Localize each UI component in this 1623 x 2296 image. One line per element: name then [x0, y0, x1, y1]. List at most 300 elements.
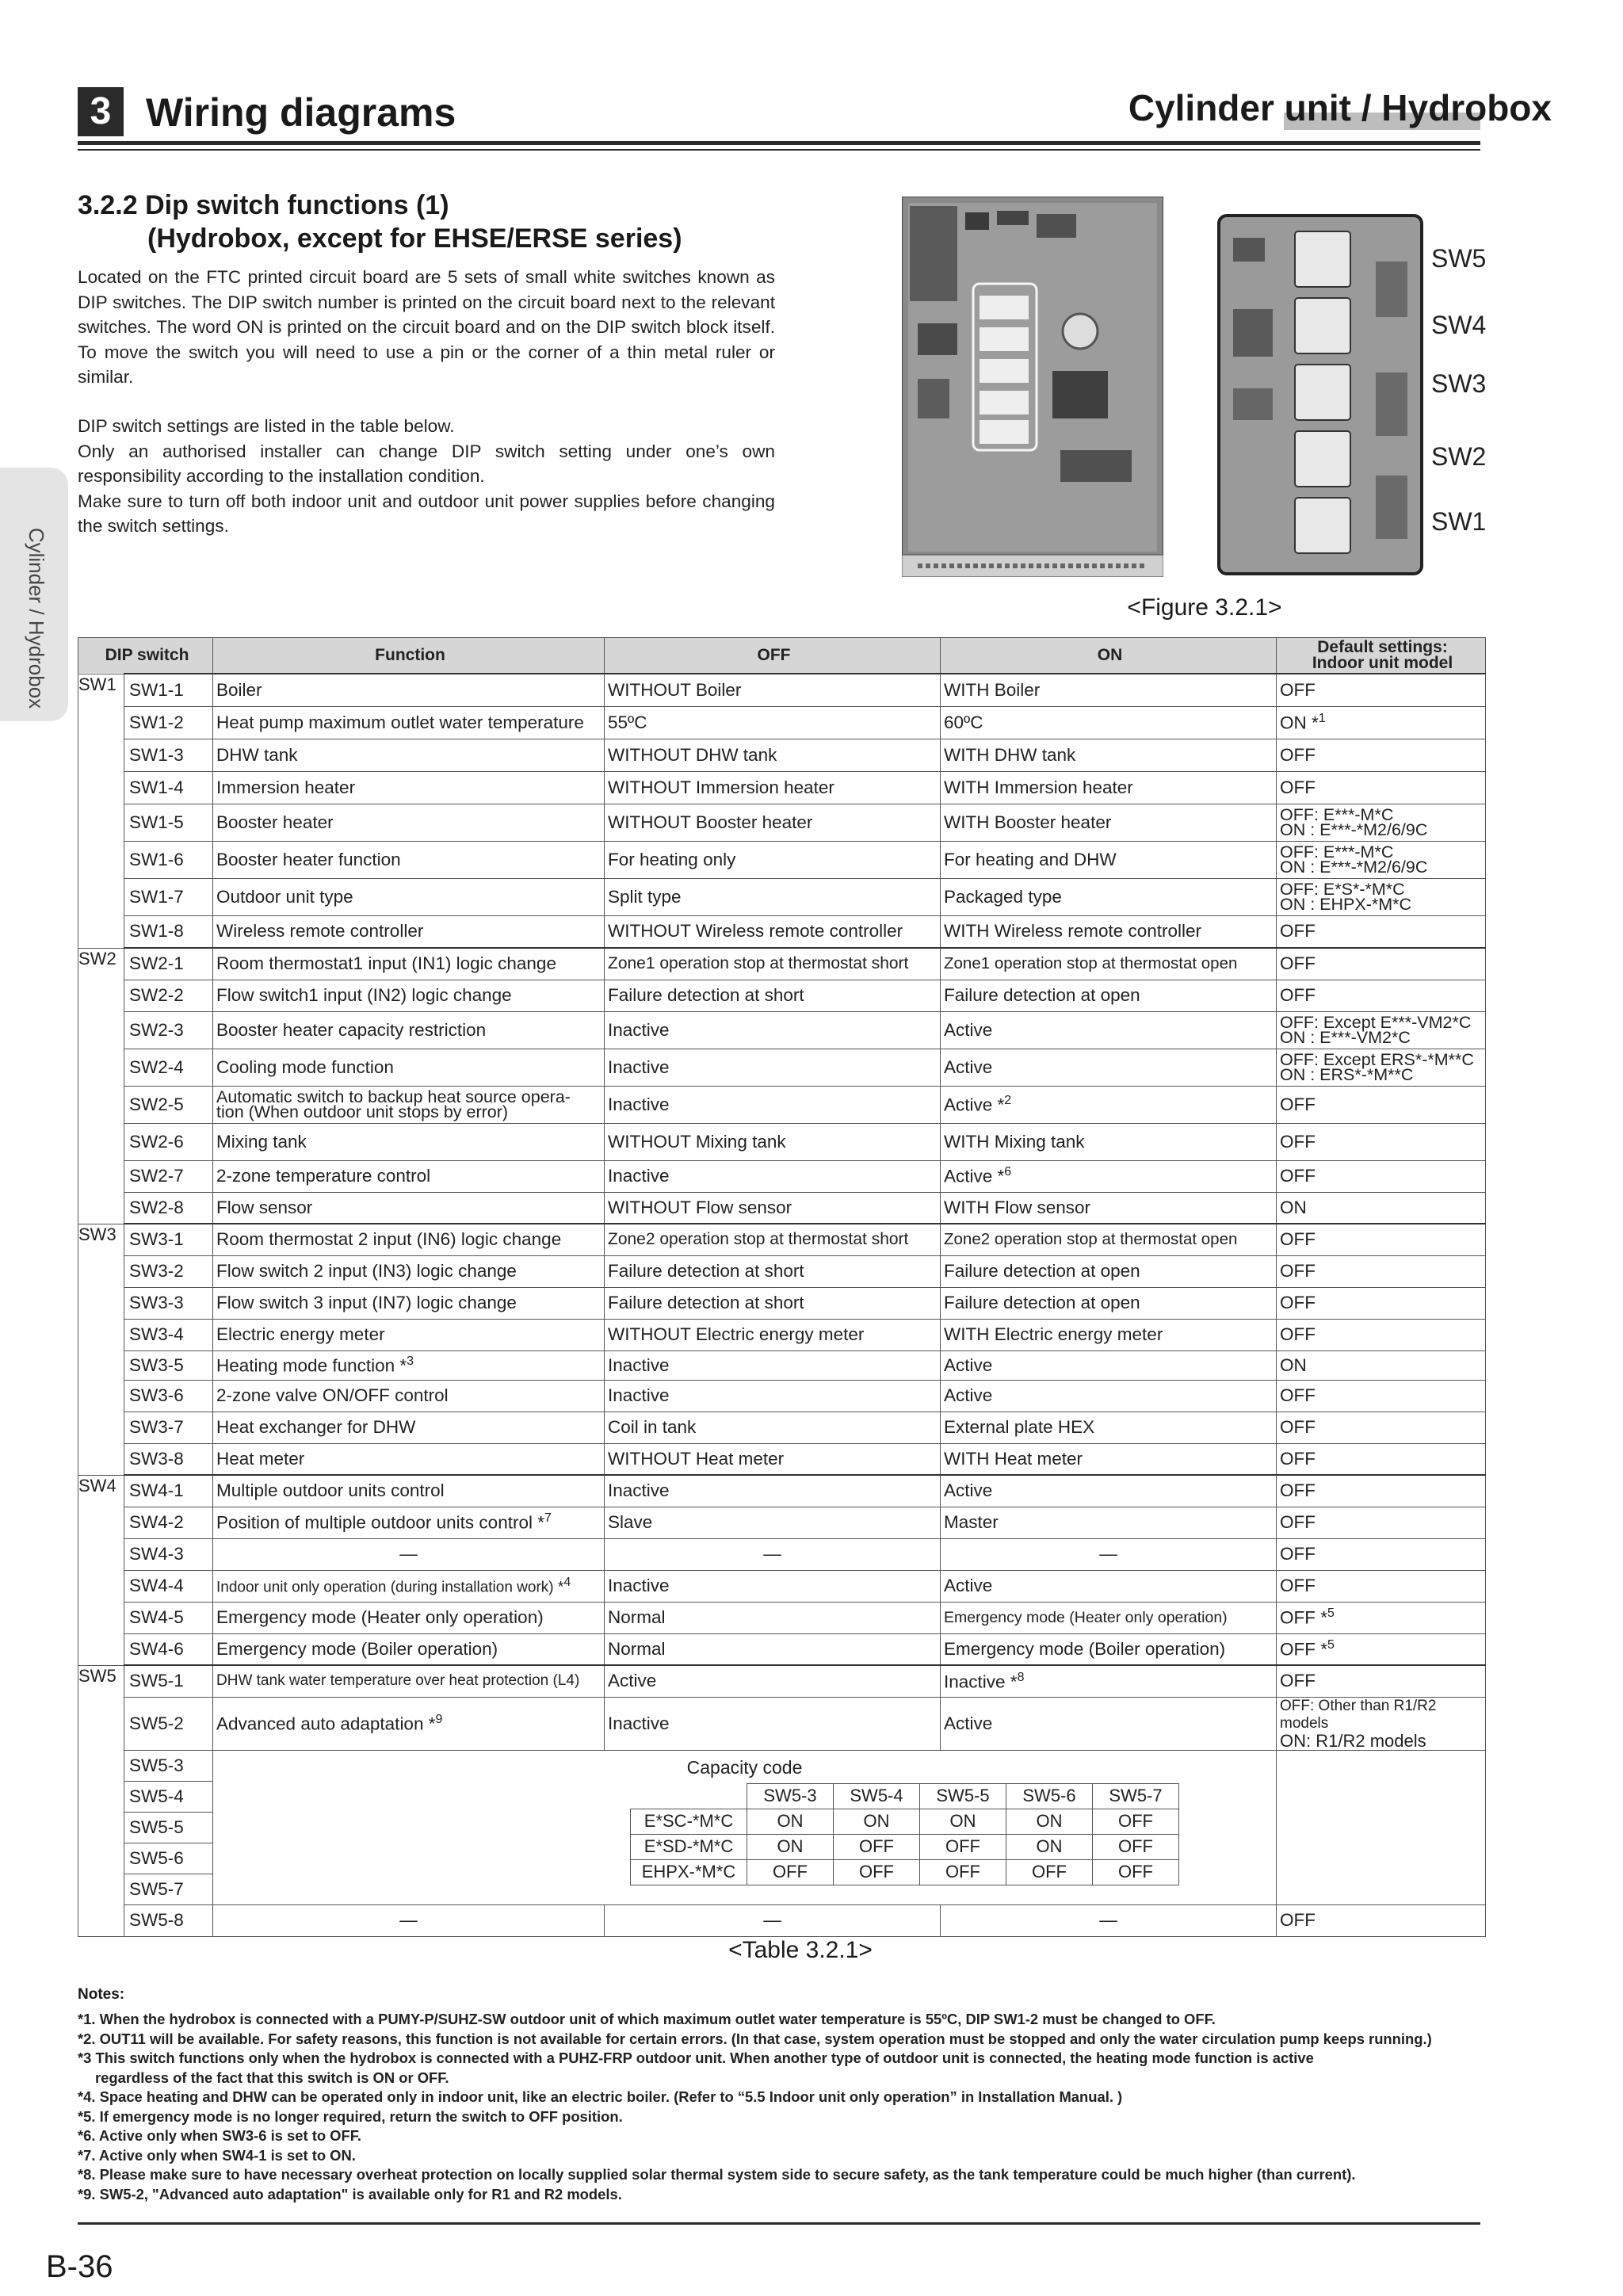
on-cell	[941, 878, 1277, 915]
function-text: —	[399, 1544, 418, 1564]
default-cell	[1277, 878, 1486, 915]
on-text: Failure detection at open	[944, 1293, 1140, 1312]
off-cell: Inactive	[605, 1011, 941, 1049]
default-text: OFF	[1280, 985, 1316, 1005]
default-line1: OFF: E***-M*C	[1280, 804, 1394, 824]
default-cell	[1277, 1697, 1486, 1750]
on-text: Failure detection at open	[944, 1261, 1140, 1281]
on-cell	[941, 1049, 1277, 1086]
function-cell	[213, 771, 605, 804]
default-line1: OFF: E*S*-*M*C	[1280, 879, 1405, 899]
switch-id: SW1-2	[124, 706, 213, 739]
default-text: ON *	[1280, 712, 1319, 733]
off-cell: Normal	[605, 1602, 941, 1633]
off-cell: Coil in tank	[605, 1412, 941, 1443]
switch-id: SW1-4	[124, 771, 213, 804]
function-cell	[213, 1160, 605, 1192]
default-cell: OFF	[1277, 1904, 1486, 1936]
switch-group-cell	[78, 1602, 124, 1633]
off-cell: Split type	[605, 878, 941, 915]
switch-group-cell	[78, 1781, 124, 1812]
function-cell	[213, 1049, 605, 1086]
default-line1: OFF: E***-M*C	[1280, 842, 1394, 861]
switch-id: SW3-5	[124, 1350, 213, 1380]
table-row	[78, 1224, 1486, 1255]
default-cell	[1277, 739, 1486, 771]
capacity-value: OFF	[920, 1859, 1006, 1885]
table-row	[78, 948, 1486, 980]
switch-id: SW5-5	[124, 1812, 213, 1843]
table-row	[78, 674, 1486, 706]
default-text: OFF	[1280, 1094, 1316, 1114]
switch-group-cell	[78, 1380, 124, 1412]
table-row	[78, 1697, 1486, 1750]
table-row	[78, 1160, 1486, 1192]
default-cell	[1277, 1160, 1486, 1192]
switch-group-cell	[78, 1350, 124, 1380]
off-cell: Failure detection at short	[605, 1287, 941, 1319]
on-text: Active *	[944, 1095, 1005, 1115]
on-footnote: 2	[1004, 1093, 1012, 1107]
capacity-value: ON	[920, 1809, 1006, 1834]
on-text: Active	[944, 1713, 993, 1733]
default-cell	[1277, 1538, 1486, 1570]
switch-id: SW5-4	[124, 1781, 213, 1812]
default-cell	[1277, 1255, 1486, 1287]
off-cell: WITHOUT Booster heater	[605, 804, 941, 841]
capacity-row	[631, 1859, 1179, 1885]
on-cell	[941, 1665, 1277, 1697]
table-row	[78, 1602, 1486, 1633]
function-cell	[213, 1192, 605, 1224]
on-text: WITH DHW tank	[944, 744, 1076, 765]
switch-group-cell: SW5	[78, 1665, 124, 1697]
off-cell: Inactive	[605, 1697, 941, 1750]
switch-id: SW1-5	[124, 804, 213, 841]
table-row	[78, 980, 1486, 1011]
switch-group-cell	[78, 1412, 124, 1443]
function-text: DHW tank water temperature over heat protection (L4)	[216, 1672, 580, 1690]
off-cell: Inactive	[605, 1380, 941, 1412]
function-cell	[213, 1350, 605, 1380]
switch-id: SW1-1	[124, 674, 213, 706]
switch-id: SW3-2	[124, 1255, 213, 1287]
function-cell	[213, 1443, 605, 1475]
on-cell	[941, 948, 1277, 980]
on-text: Zone2 operation stop at thermostat open	[944, 1230, 1238, 1249]
switch-id: SW2-7	[124, 1160, 213, 1192]
label-sw4: SW4	[1431, 311, 1487, 339]
on-text: WITH Electric energy meter	[944, 1324, 1163, 1344]
default-cell	[1277, 804, 1486, 841]
switch-group-cell	[78, 1287, 124, 1319]
off-cell: 55ºC	[605, 706, 941, 739]
off-cell: WITHOUT DHW tank	[605, 739, 941, 771]
switch-group-cell	[78, 1843, 124, 1874]
on-footnote: 8	[1017, 1670, 1025, 1684]
switch-group-cell	[78, 1049, 124, 1086]
function-cell	[213, 915, 605, 948]
switch-group-cell: SW2	[78, 948, 124, 980]
off-cell: Zone1 operation stop at thermostat short	[605, 948, 941, 980]
switch-group-cell	[78, 771, 124, 804]
function-cell	[213, 1123, 605, 1160]
table-row	[78, 1049, 1486, 1086]
intro-line: Only an authorised installer can change DIP switch setting under one’s own responsibility according to the installation condition.	[78, 441, 775, 486]
section-title: Cylinder unit / Hydrobox	[1128, 87, 1552, 128]
default-cell	[1277, 1443, 1486, 1475]
chapter-number: 3	[78, 87, 124, 136]
switch-id: SW2-8	[124, 1192, 213, 1224]
notes-heading: Notes:	[78, 1986, 125, 2003]
function-cell	[213, 706, 605, 739]
col-default	[1277, 638, 1486, 674]
dip-switch-table	[78, 637, 1486, 1937]
on-cell	[941, 739, 1277, 771]
off-cell: Slave	[605, 1507, 941, 1538]
note-item: *9. SW5-2, "Advanced auto adaptation" is available only for R1 and R2 models.	[78, 2185, 622, 2202]
on-cell	[941, 1319, 1277, 1350]
default-line2: ON : E***-*M2/6/9C	[1280, 857, 1428, 877]
default-text: OFF	[1280, 1576, 1316, 1595]
switch-id: SW4-6	[124, 1633, 213, 1665]
default-cell	[1277, 1192, 1486, 1224]
off-cell: Zone2 operation stop at thermostat short	[605, 1224, 941, 1255]
default-cell	[1277, 1380, 1486, 1412]
table-row	[78, 1904, 1486, 1936]
default-cell	[1277, 915, 1486, 948]
off-cell: Normal	[605, 1633, 941, 1665]
on-cell	[941, 1160, 1277, 1192]
function-cell	[213, 674, 605, 706]
function-text: Booster heater capacity restriction	[216, 1019, 487, 1040]
capacity-code-table	[630, 1783, 1179, 1885]
default-text: OFF	[1280, 1671, 1316, 1691]
default-text: OFF	[1280, 1385, 1316, 1405]
off-cell: Failure detection at short	[605, 980, 941, 1011]
switch-id: SW2-3	[124, 1011, 213, 1049]
switch-group-cell	[78, 1904, 124, 1936]
table-row	[78, 1750, 1486, 1781]
default-cell	[1277, 674, 1486, 706]
switch-id: SW3-4	[124, 1319, 213, 1350]
function-text: 2-zone valve ON/OFF control	[216, 1385, 449, 1405]
switch-group-cell	[78, 878, 124, 915]
on-text: Active	[944, 1354, 993, 1375]
on-cell	[941, 841, 1277, 878]
switch-id: SW4-1	[124, 1475, 213, 1507]
default-text: OFF	[1280, 1512, 1316, 1532]
default-text: OFF	[1280, 1293, 1316, 1312]
note-item: *7. Active only when SW4-1 is set to ON.	[78, 2146, 356, 2164]
function-cell	[213, 1570, 605, 1602]
function-cell	[213, 1287, 605, 1319]
function-text: Flow switch1 input (IN2) logic change	[216, 985, 512, 1005]
on-text: Active	[944, 1056, 993, 1077]
page-number: B-36	[46, 2249, 113, 2284]
default-text: OFF	[1280, 1229, 1316, 1250]
function-text: Heat meter	[216, 1448, 305, 1469]
function-footnote: 4	[563, 1575, 571, 1589]
default-text: ON	[1280, 1354, 1307, 1375]
off-cell: Inactive	[605, 1049, 941, 1086]
on-text: Emergency mode (Boiler operation)	[944, 1638, 1226, 1659]
table-row	[78, 1633, 1486, 1665]
function-text: Electric energy meter	[216, 1324, 385, 1344]
default-text: ON	[1280, 1197, 1307, 1217]
switch-group-cell	[78, 706, 124, 739]
function-cell	[213, 1255, 605, 1287]
switch-id: SW3-8	[124, 1443, 213, 1475]
function-cell	[213, 1665, 605, 1697]
note-item: regardless of the fact that this switch is ON or OFF.	[95, 2069, 449, 2086]
on-cell	[941, 1538, 1277, 1570]
default-cell	[1277, 1602, 1486, 1633]
note-item: *2. OUT11 will be available. For safety reasons, this function is not available for certain errors. (In that case, system operation must be stopped and only the water circulation pump keeps running.)	[78, 2030, 1432, 2047]
circuit-board-photo	[902, 197, 1163, 577]
on-text: Packaged type	[944, 886, 1062, 907]
on-text: For heating and DHW	[944, 849, 1117, 869]
off-cell: WITHOUT Heat meter	[605, 1443, 941, 1475]
default-line2: ON: R1/R2 models	[1280, 1730, 1426, 1750]
on-cell	[941, 1697, 1277, 1750]
switch-id: SW2-2	[124, 980, 213, 1011]
on-text: WITH Mixing tank	[944, 1131, 1085, 1152]
on-cell	[941, 1412, 1277, 1443]
table-row	[78, 1287, 1486, 1319]
function-cell	[213, 1633, 605, 1665]
table-row	[78, 706, 1486, 739]
on-cell	[941, 1475, 1277, 1507]
on-cell	[941, 1443, 1277, 1475]
intro-line: Make sure to turn off both indoor unit and outdoor unit power supplies before changing the switch settings.	[78, 491, 775, 536]
switch-group-cell	[78, 1255, 124, 1287]
default-line1: OFF: Except E***-VM2*C	[1280, 1012, 1472, 1032]
default-cell	[1277, 1287, 1486, 1319]
default-text: OFF	[1280, 744, 1316, 765]
label-sw2: SW2	[1431, 442, 1487, 471]
col-on: ON	[941, 638, 1277, 674]
function-text: Flow switch 2 input (IN3) logic change	[216, 1261, 517, 1281]
on-text: WITH Flow sensor	[944, 1197, 1091, 1217]
function-text: Flow sensor	[216, 1197, 313, 1217]
off-cell: WITHOUT Mixing tank	[605, 1123, 941, 1160]
switch-group-cell: SW3	[78, 1224, 124, 1255]
function-text: Outdoor unit type	[216, 886, 353, 907]
capacity-blank-cell	[631, 1783, 747, 1809]
table-row	[78, 1380, 1486, 1412]
on-text: Inactive *	[944, 1671, 1018, 1691]
table-row	[78, 1123, 1486, 1160]
switch-id: SW3-7	[124, 1412, 213, 1443]
switch-id: SW5-3	[124, 1750, 213, 1781]
default-cell	[1277, 1665, 1486, 1697]
default-text: OFF	[1280, 777, 1316, 797]
off-cell: Inactive	[605, 1086, 941, 1123]
default-cell	[1277, 1224, 1486, 1255]
on-text: Active	[944, 1019, 993, 1040]
on-cell	[941, 1224, 1277, 1255]
function-cell	[213, 980, 605, 1011]
on-text: Failure detection at open	[944, 985, 1140, 1005]
switch-group-cell: SW4	[78, 1475, 124, 1507]
capacity-value: ON	[747, 1834, 834, 1859]
off-cell: WITHOUT Immersion heater	[605, 771, 941, 804]
capacity-row	[631, 1834, 1179, 1859]
capacity-value: OFF	[1093, 1859, 1179, 1885]
on-cell	[941, 1602, 1277, 1633]
on-text: Emergency mode (Heater only operation)	[944, 1608, 1228, 1626]
switch-group-cell	[78, 1538, 124, 1570]
function-footnote: 3	[407, 1354, 414, 1368]
default-cell	[1277, 1086, 1486, 1123]
function-cell	[213, 1412, 605, 1443]
capacity-value: OFF	[1006, 1859, 1093, 1885]
default-line2: ON : E***-*M2/6/9C	[1280, 819, 1428, 839]
on-cell: —	[941, 1904, 1277, 1936]
switch-group-cell	[78, 980, 124, 1011]
switch-id: SW4-2	[124, 1507, 213, 1538]
switch-id: SW4-4	[124, 1570, 213, 1602]
capacity-column-header: SW5-7	[1093, 1783, 1179, 1809]
default-text: OFF	[1280, 1261, 1316, 1281]
capacity-header-row	[631, 1783, 1179, 1809]
capacity-value: OFF	[1093, 1834, 1179, 1859]
on-text: Active	[944, 1385, 993, 1405]
table-row	[78, 1665, 1486, 1697]
on-text: External plate HEX	[944, 1417, 1095, 1437]
function-text: 2-zone temperature control	[216, 1166, 431, 1186]
switch-id: SW5-8	[124, 1904, 213, 1936]
capacity-column-header: SW5-3	[747, 1783, 834, 1809]
label-sw5: SW5	[1431, 244, 1487, 273]
default-text: OFF	[1280, 679, 1316, 700]
switch-group-cell	[78, 1697, 124, 1750]
function-text: Advanced auto adaptation *	[216, 1713, 436, 1734]
function-text: Indoor unit only operation (during installation work) *	[216, 1579, 564, 1596]
intro-notes	[78, 414, 775, 539]
function-cell	[213, 1011, 605, 1049]
default-text: OFF	[1280, 921, 1316, 942]
switch-group-cell	[78, 841, 124, 878]
col-dip: DIP switch	[78, 638, 213, 674]
col-default-line1: Default settings:	[1317, 638, 1448, 656]
capacity-row	[631, 1809, 1179, 1834]
switch-group-cell	[78, 1874, 124, 1904]
chapter-title: Wiring diagrams	[146, 90, 456, 135]
function-text: Multiple outdoor units control	[216, 1480, 445, 1501]
dip-switch-zoom-photo	[1217, 214, 1423, 575]
subsection-subtitle: (Hydrobox, except for EHSE/ERSE series)	[147, 223, 682, 254]
default-cell	[1277, 1049, 1486, 1086]
on-cell	[941, 1287, 1277, 1319]
switch-id: SW3-6	[124, 1380, 213, 1412]
function-text: Cooling mode function	[216, 1056, 394, 1077]
function-text: Heat exchanger for DHW	[216, 1417, 416, 1437]
on-text: WITH Immersion heater	[944, 777, 1133, 797]
note-item: *1. When the hydrobox is connected with a PUMY-P/SUHZ-SW outdoor unit of which maximum outlet water temperature is 55ºC, DIP SW1-2 must be changed to OFF.	[78, 2011, 1216, 2027]
default-cell	[1277, 1507, 1486, 1538]
table-row	[78, 1086, 1486, 1123]
table-row	[78, 915, 1486, 948]
table-row	[78, 878, 1486, 915]
default-text: OFF	[1280, 1417, 1316, 1437]
function-text: Wireless remote controller	[216, 921, 424, 942]
table-row	[78, 1538, 1486, 1570]
switch-id: SW3-1	[124, 1224, 213, 1255]
function-cell	[213, 1507, 605, 1538]
default-cell	[1277, 1350, 1486, 1380]
note-item: *6. Active only when SW3-6 is set to OFF.	[78, 2127, 362, 2144]
note-item: *5. If emergency mode is no longer required, return the switch to OFF position.	[78, 2107, 623, 2125]
function-text: Emergency mode (Heater only operation)	[216, 1607, 544, 1627]
function-footnote: 9	[435, 1712, 443, 1726]
capacity-value: ON	[747, 1809, 834, 1834]
default-text: OFF	[1280, 953, 1316, 974]
default-cell	[1277, 1570, 1486, 1602]
function-text: Boiler	[216, 679, 262, 700]
off-cell: —	[605, 1904, 941, 1936]
default-text: OFF	[1280, 1480, 1316, 1501]
col-off: OFF	[605, 638, 941, 674]
note-item: *4. Space heating and DHW can be operated only in indoor unit, like an electric boiler. (Refer to “5.5 Indoor unit only operation” in Installation Manual. )	[78, 2088, 1123, 2105]
function-text: Mixing tank	[216, 1131, 307, 1152]
capacity-column-header: SW5-4	[834, 1783, 920, 1809]
function-cell	[213, 1602, 605, 1633]
function-footnote: 7	[544, 1511, 552, 1526]
capacity-value: OFF	[747, 1859, 834, 1885]
default-line1: OFF: Other than R1/R2 models	[1280, 1697, 1437, 1732]
switch-group-cell	[78, 804, 124, 841]
function-line2: tion (When outdoor unit stops by error)	[216, 1102, 509, 1121]
default-cell	[1277, 1011, 1486, 1049]
fn-cell: —	[213, 1904, 605, 1936]
function-text: DHW tank	[216, 744, 298, 765]
default-text: OFF	[1280, 1166, 1316, 1186]
default-text: OFF	[1280, 1544, 1316, 1564]
table-row	[78, 841, 1486, 878]
on-text: Active *	[944, 1166, 1005, 1186]
on-cell	[941, 1380, 1277, 1412]
intro-line: DIP switch settings are listed in the table below.	[78, 416, 455, 436]
capacity-value: OFF	[834, 1859, 920, 1885]
default-footnote: 1	[1318, 711, 1326, 725]
col-default-line2: Indoor unit model	[1312, 654, 1453, 672]
function-text: Flow switch 3 input (IN7) logic change	[216, 1293, 517, 1312]
capacity-code-title: Capacity code	[686, 1756, 803, 1778]
on-cell	[941, 1255, 1277, 1287]
table-row	[78, 1350, 1486, 1380]
switch-group-cell	[78, 1192, 124, 1224]
function-cell	[213, 948, 605, 980]
on-cell	[941, 1086, 1277, 1123]
function-cell	[213, 878, 605, 915]
capacity-model: E*SD-*M*C	[631, 1834, 747, 1859]
switch-group-cell	[78, 1011, 124, 1049]
off-cell: Active	[605, 1665, 941, 1697]
function-cell	[213, 1380, 605, 1412]
on-text: WITH Heat meter	[944, 1448, 1083, 1469]
on-text: 60ºC	[944, 712, 983, 732]
function-cell	[213, 1538, 605, 1570]
on-text: WITH Boiler	[944, 679, 1041, 700]
default-cell	[1277, 1412, 1486, 1443]
switch-group-cell	[78, 1319, 124, 1350]
switch-id: SW1-3	[124, 739, 213, 771]
capacity-value: ON	[834, 1809, 920, 1834]
switch-group-cell	[78, 1086, 124, 1123]
on-cell	[941, 915, 1277, 948]
